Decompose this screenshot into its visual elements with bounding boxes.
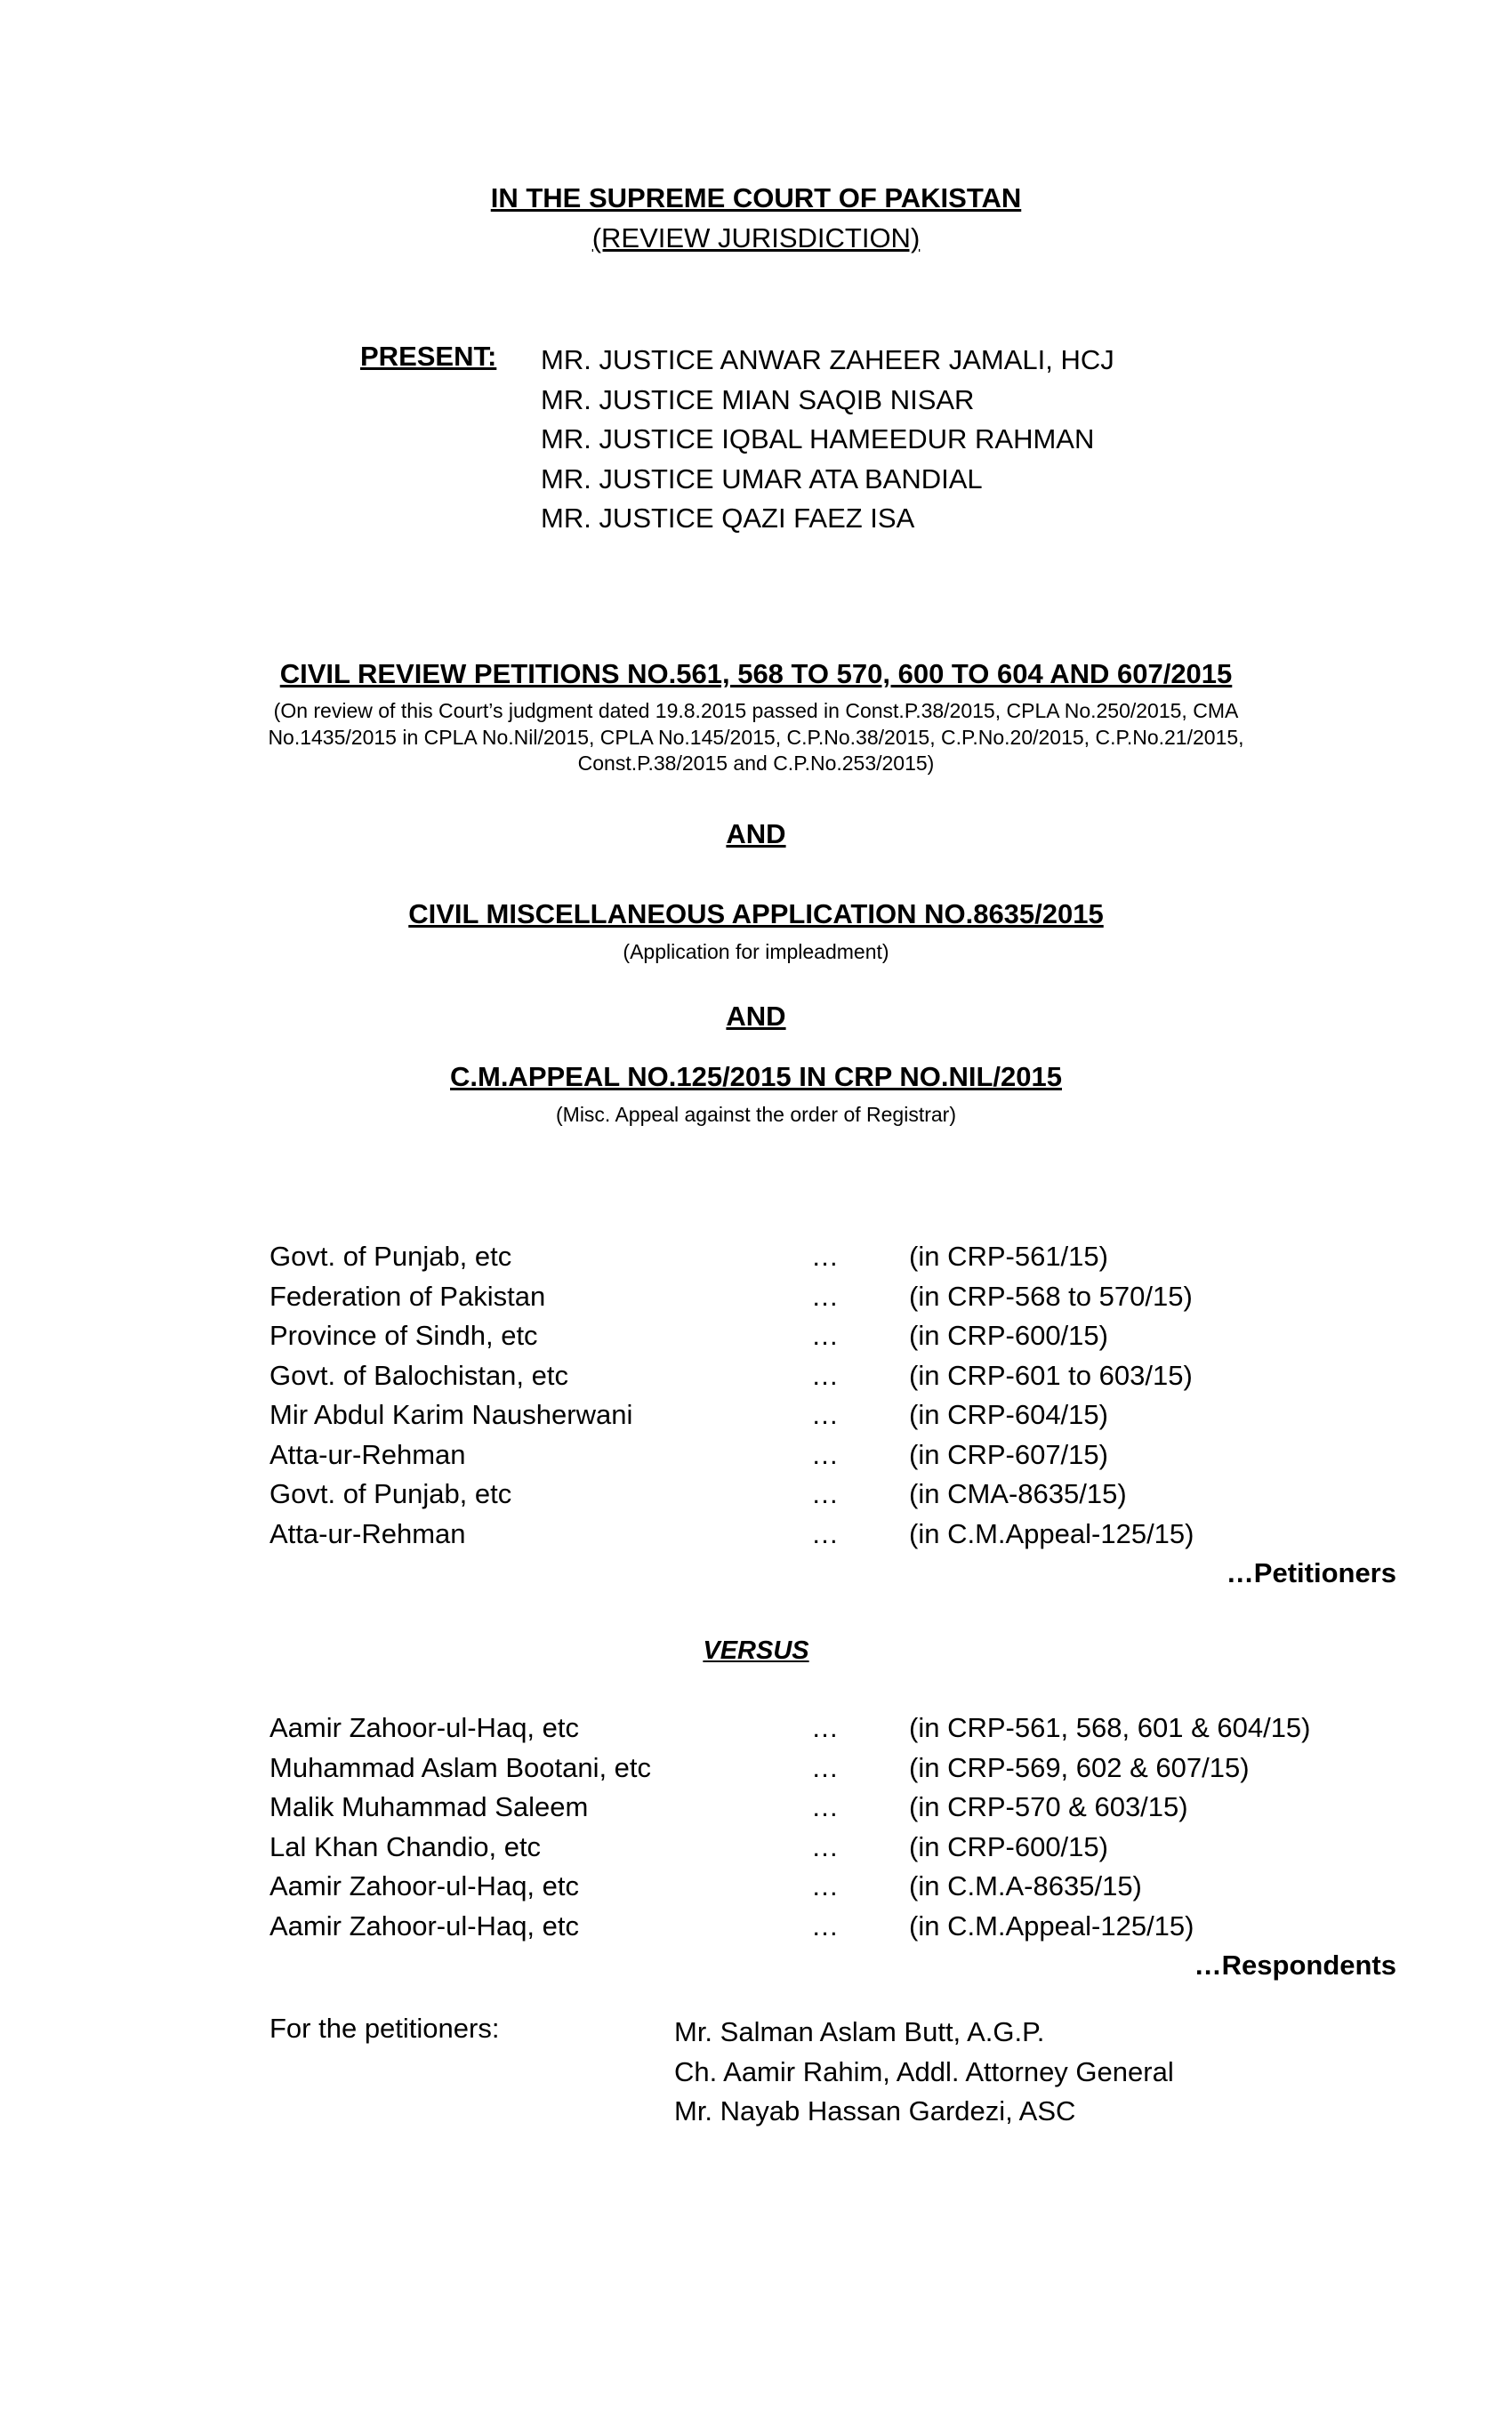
judge-name: MR. JUSTICE MIAN SAQIB NISAR	[541, 383, 975, 415]
case-note: (On review of this Court’s judgment dated 19.8.2015 passed in Const.P.38/2015, CPLA No.250/2015, CMA No.1435/2015 in CPLA No.Nil/2015, CPLA No.145/2015, C.P.No.38/2015, C.P.No.20/2015, C.P.No.21/2015, Const.P.38/2015 and C.P.No.253/2015)	[268, 699, 1244, 775]
case-ref: (in CRP-604/15)	[909, 1399, 1108, 1430]
party-name: Atta-ur-Rehman	[269, 1518, 466, 1549]
appeal-note: (Misc. Appeal against the order of Registrar)	[556, 1103, 956, 1126]
case-ref: (in CRP-600/15)	[909, 1320, 1108, 1351]
party-name: Muhammad Aslam Bootani, etc	[269, 1752, 652, 1783]
counsel-label: For the petitioners:	[269, 2013, 500, 2044]
and-separator: AND	[726, 1001, 786, 1032]
judge-name: MR. JUSTICE UMAR ATA BANDIAL	[541, 462, 983, 494]
respondents-label: …Respondents	[1194, 1950, 1396, 1981]
party-name: Mir Abdul Karim Nausherwani	[269, 1399, 633, 1430]
case-ref: (in CRP-561, 568, 601 & 604/15)	[909, 1712, 1311, 1743]
ellipsis: …	[811, 1870, 839, 1901]
jurisdiction-label: (REVIEW JURISDICTION)	[591, 222, 921, 253]
case-ref: (in C.M.Appeal-125/15)	[909, 1910, 1194, 1942]
ellipsis: …	[811, 1478, 839, 1509]
party-name: Province of Sindh, etc	[269, 1320, 538, 1351]
present-label: PRESENT:	[360, 341, 497, 372]
party-name: Aamir Zahoor-ul-Haq, etc	[269, 1870, 580, 1901]
counsel-name: Mr. Salman Aslam Butt, A.G.P.	[674, 2016, 1045, 2047]
cma-title: CIVIL MISCELLANEOUS APPLICATION NO.8635/2015	[408, 898, 1104, 929]
case-ref: (in CRP-600/15)	[909, 1831, 1108, 1862]
ellipsis: …	[811, 1360, 839, 1391]
court-title: IN THE SUPREME COURT OF PAKISTAN	[490, 182, 1022, 213]
case-ref: (in CRP-607/15)	[909, 1439, 1108, 1470]
and-separator: AND	[726, 818, 786, 849]
party-name: Govt. of Punjab, etc	[269, 1241, 512, 1272]
versus-label: VERSUS	[703, 1636, 809, 1665]
counsel-name: Mr. Nayab Hassan Gardezi, ASC	[674, 2095, 1076, 2126]
case-ref: (in CRP-569, 602 & 607/15)	[909, 1752, 1250, 1783]
ellipsis: …	[811, 1241, 839, 1272]
petitioners-label: …Petitioners	[1226, 1557, 1396, 1588]
party-name: Malik Muhammad Saleem	[269, 1791, 589, 1822]
case-ref: (in CMA-8635/15)	[909, 1478, 1127, 1509]
cma-note: (Application for impleadment)	[623, 940, 889, 963]
party-name: Aamir Zahoor-ul-Haq, etc	[269, 1910, 580, 1942]
judge-name: MR. JUSTICE ANWAR ZAHEER JAMALI, HCJ	[541, 344, 1114, 375]
party-name: Atta-ur-Rehman	[269, 1439, 466, 1470]
ellipsis: …	[811, 1518, 839, 1549]
party-name: Govt. of Punjab, etc	[269, 1478, 512, 1509]
party-name: Aamir Zahoor-ul-Haq, etc	[269, 1712, 580, 1743]
ellipsis: …	[811, 1910, 839, 1942]
ellipsis: …	[811, 1712, 839, 1743]
party-name: Govt. of Balochistan, etc	[269, 1360, 569, 1391]
case-ref: (in CRP-601 to 603/15)	[909, 1360, 1193, 1391]
case-ref: (in C.M.Appeal-125/15)	[909, 1518, 1194, 1549]
ellipsis: …	[811, 1281, 839, 1312]
appeal-title: C.M.APPEAL NO.125/2015 IN CRP NO.NIL/2015	[450, 1061, 1062, 1092]
case-title: CIVIL REVIEW PETITIONS NO.561, 568 TO 570, 600 TO 604 AND 607/2015	[279, 658, 1233, 689]
case-ref: (in C.M.A-8635/15)	[909, 1870, 1142, 1901]
judge-name: MR. JUSTICE QAZI FAEZ ISA	[541, 502, 915, 534]
ellipsis: …	[811, 1439, 839, 1470]
ellipsis: …	[811, 1399, 839, 1430]
party-name: Lal Khan Chandio, etc	[269, 1831, 542, 1862]
case-ref: (in CRP-561/15)	[909, 1241, 1108, 1272]
bench-list	[541, 341, 1114, 539]
ellipsis: …	[811, 1752, 839, 1783]
ellipsis: …	[811, 1791, 839, 1822]
counsel-list	[674, 2013, 1174, 2132]
ellipsis: …	[811, 1320, 839, 1351]
judge-name: MR. JUSTICE IQBAL HAMEEDUR RAHMAN	[541, 423, 1095, 454]
counsel-name: Ch. Aamir Rahim, Addl. Attorney General	[674, 2055, 1174, 2087]
case-ref: (in CRP-570 & 603/15)	[909, 1791, 1188, 1822]
ellipsis: …	[811, 1831, 839, 1862]
case-ref: (in CRP-568 to 570/15)	[909, 1281, 1193, 1312]
party-name: Federation of Pakistan	[269, 1281, 546, 1312]
